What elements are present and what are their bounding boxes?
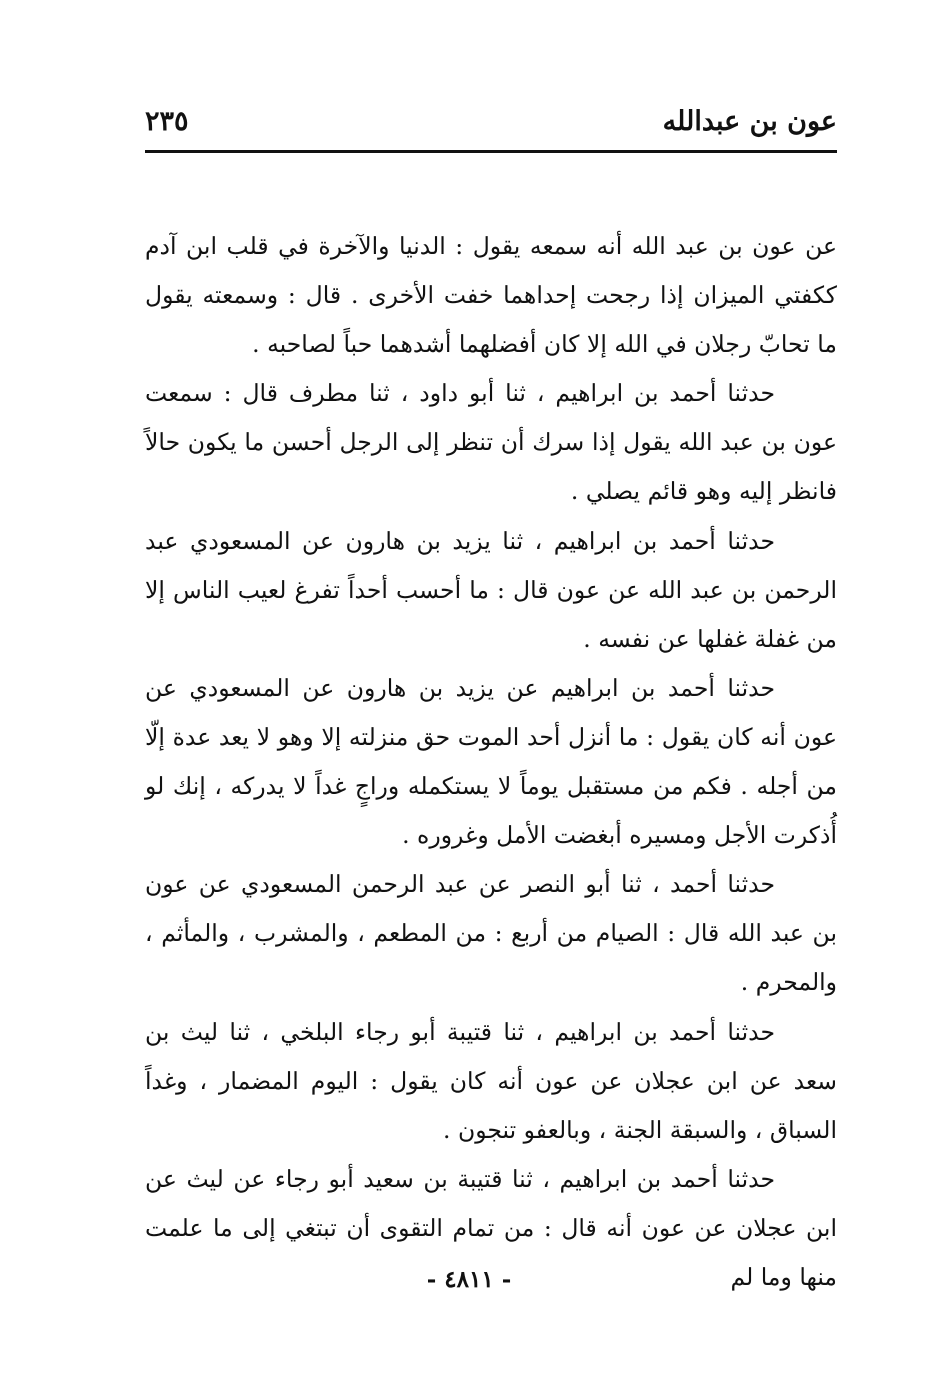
footer-page-number: - ٤٨١١ - [426, 1266, 512, 1293]
paragraph: حدثنا أحمد بن ابراهيم ، ثنا قتيبة أبو رجاء البلخي ، ثنا ليث بن سعد عن ابن عجلان عن عون أنه كان يقول : اليوم المضمار ، وغداً السباق ، والسبقة الجنة ، وبالعفو تنجون . [145, 1017, 837, 1144]
running-header [145, 106, 837, 146]
paragraph: حدثنا أحمد بن ابراهيم عن يزيد بن هارون عن المسعودي عن عون أنه كان يقول : ما أنزل أحد الموت حق منزلته إلا وهو لا يعد عدة إلّا من أجله . فكم من مستقبل يوماً لا يستكمله وراجٍ غداً لا يدركه ، إنك لو أُذكرت الأجل ومسيره أبغضت الأمل وغروره . [145, 673, 837, 850]
paragraph: حدثنا أحمد بن ابراهيم ، ثنا يزيد بن هارون عن المسعودي عبد الرحمن بن عبد الله عن عون قال : ما أحسب أحداً تفرغ لعيب الناس إلا من غفلة غفلها عن نفسه . [145, 526, 837, 653]
paragraph: حدثنا أحمد بن ابراهيم ، ثنا أبو داود ، ثنا مطرف قال : سمعت عون بن عبد الله يقول إذا سرك أن تنظر إلى الرجل أحسن ما يكون حالاً فانظر إليه وهو قائم يصلي . [145, 379, 837, 506]
header-title: عون بن عبدالله [662, 106, 837, 137]
paragraph: عن عون بن عبد الله أنه سمعه يقول : الدنيا والآخرة في قلب ابن آدم ككفتي الميزان إذا رجحت إحداهما خفت الأخرى . قال : وسمعته يقول ما تحابّ رجلان في الله إلا كان أفضلهما أشدهما حباً لصاحبه . [145, 232, 837, 359]
header-page-number: ٢٣٥ [145, 106, 189, 137]
header-rule [145, 150, 837, 153]
paragraph: حدثنا أحمد ، ثنا أبو النصر عن عبد الرحمن المسعودي عن عون بن عبد الله قال : الصيام من أربع : من المطعم ، والمشرب ، والمأثم ، والمحرم . [145, 870, 837, 997]
paragraph: حدثنا أحمد بن ابراهيم ، ثنا قتيبة بن سعيد أبو رجاء عن ليث عن ابن عجلان عن عون أنه قال : من تمام التقوى أن تبتغي إلى ما علمت منها وما لم [145, 1164, 837, 1291]
body-text [145, 222, 837, 1302]
